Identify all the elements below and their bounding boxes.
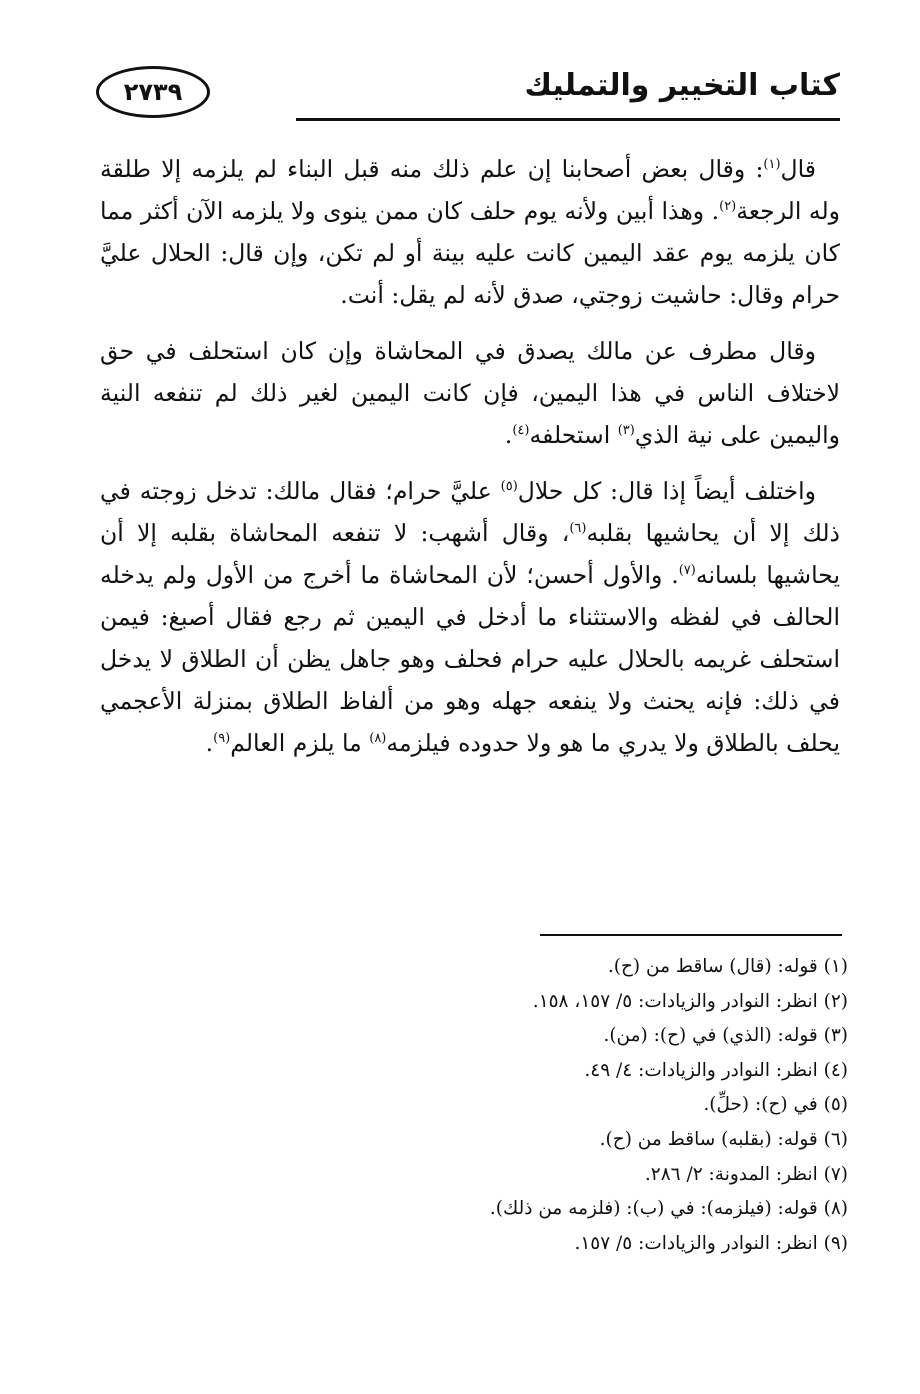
paragraph-text: : وقال بعض أصحابنا إن علم ذلك منه قبل البناء لم يلزمه إلا طلقة وله الرجعة: [100, 155, 841, 225]
page-number: ٢٧٣٩: [123, 78, 183, 106]
footnote-marker: (٦): [569, 521, 587, 537]
footnote-item: (٨) قوله: (فيلزمه): في (ب): (فلزمه من ذلك).: [489, 1198, 848, 1220]
footnote-marker: (٣): [617, 423, 635, 439]
footnotes: [490, 950, 848, 1261]
footnote-item: (٣) قوله: (الذي) في (ح): (من).: [603, 1025, 848, 1047]
footnote-marker: (٩): [213, 731, 231, 747]
paragraph-text: قال: [780, 155, 816, 183]
paragraph-text: واختلف أيضاً إذا قال: كل حلال: [517, 477, 816, 505]
paragraph-text: ما يلزم العالم: [230, 729, 370, 757]
body-paragraph: [100, 330, 840, 456]
paragraph-text: ، وقال أشهب: لا تنفعه المحاشاة بقلبه إلا أن يحاشيها بلسانه: [100, 519, 840, 589]
main-text: [100, 148, 840, 764]
footnote-item: (٦) قوله: (بقلبه) ساقط من (ح).: [599, 1128, 848, 1150]
footnote-item: (٢) انظر: النوادر والزيادات: ٥/ ١٥٧، ١٥٨.: [532, 990, 848, 1012]
footnote-marker: (٤): [512, 423, 530, 439]
body-paragraph: [100, 470, 840, 764]
footnote-item: (٧) انظر: المدونة: ٢/ ٢٨٦.: [644, 1163, 848, 1185]
paragraph-text: عليَّ حرام؛ فقال مالك: تدخل زوجته في ذلك إلا أن يحاشيها بقلبه: [100, 477, 840, 547]
paragraph-text: وقال مطرف عن مالك يصدق في المحاشاة وإن كان استحلف في حق لاختلاف الناس في هذا اليمين، فإن كانت اليمين لغير ذلك لم تنفعه النية واليمين على نية الذي: [100, 337, 840, 449]
footnote-item: (٩) انظر: النوادر والزيادات: ٥/ ١٥٧.: [574, 1232, 848, 1254]
page-number-oval: [96, 66, 210, 118]
paragraph-text: . والأول أحسن؛ لأن المحاشاة ما أخرج من الأول ولم يدخله الحالف في لفظه والاستثناء ما أدخل في اليمين ثم رجع فقال أصبغ: فيمن استحلف غريمه بالحلال عليه حرام فحلف وهو جاهل يظن أن الطلاق لا يدخل في ذلك: فإنه يحنث ولا ينفعه جهله وهو من ألفاظ الطلاق بمنزلة الأعجمي يحلف بالطلاق ولا يدري ما هو ولا حدوده فيلزمه: [100, 561, 840, 757]
footnote-marker: (٥): [500, 479, 518, 495]
paragraph-text: .: [205, 729, 214, 757]
header-rule: [296, 118, 840, 121]
paragraph-text: . وهذا أبين ولأنه يوم حلف كان ممن ينوى ولا يلزمه الآن أكثر مما كان يلزمه يوم عقد اليمين كانت عليه بينة أو لم تكن، وإن قال: الحلال عليَّ حرام وقال: حاشيت زوجتي، صدق لأنه لم يقل: أنت.: [100, 197, 840, 309]
paragraph-text: استحلفه: [529, 421, 618, 449]
book-title: كتاب التخيير والتمليك: [524, 68, 840, 103]
footnote-marker: (١): [763, 157, 781, 173]
footnote-item: (٥) في (ح): (حلِّ).: [703, 1094, 848, 1116]
footnote-marker: (٧): [678, 563, 696, 579]
footnote-separator: [540, 934, 842, 936]
paragraph-text: .: [504, 421, 513, 449]
body-paragraph: [100, 148, 840, 316]
footnote-item: (٤) انظر: النوادر والزيادات: ٤/ ٤٩.: [584, 1059, 848, 1081]
footnote-marker: (٢): [719, 199, 737, 215]
page-header: [96, 62, 840, 122]
footnote-marker: (٨): [369, 731, 387, 747]
footnote-item: (١) قوله: (قال) ساقط من (ح).: [607, 956, 848, 977]
